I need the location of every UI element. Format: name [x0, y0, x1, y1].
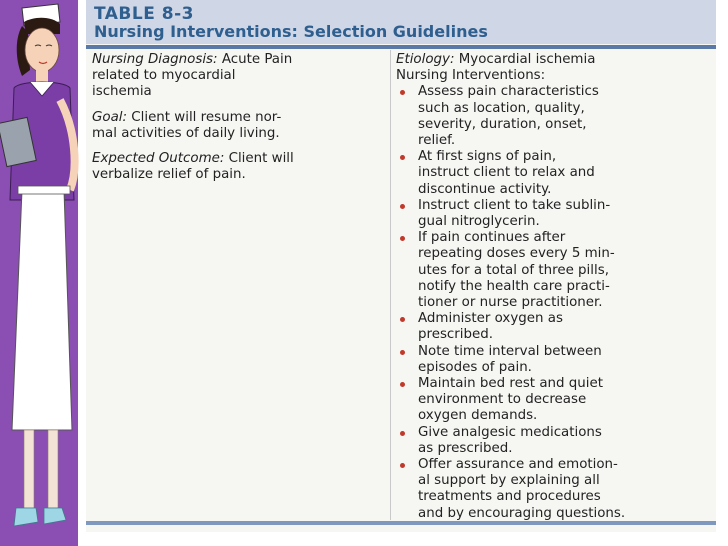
intervention-item [396, 311, 710, 343]
bullet-icon [400, 463, 405, 468]
outcome-label: Expected Outcome: [92, 151, 225, 167]
intervention-text: At first signs of pain, [418, 149, 557, 165]
intervention-item [396, 376, 710, 425]
etiology-label: Etiology: [396, 52, 455, 67]
diagnosis-block [92, 52, 388, 101]
intervention-text: If pain continues after [418, 230, 566, 246]
bullet-icon [400, 236, 405, 241]
intervention-text: Offer assurance and emotion- [418, 457, 618, 473]
diagnosis-text: ischemia [92, 84, 152, 100]
etiology-line [396, 52, 710, 68]
intervention-text: utes for a total of three pills, [418, 262, 609, 278]
intervention-item [396, 84, 710, 149]
intervention-text: prescribed. [418, 327, 494, 343]
table-title: Nursing Interventions: Selection Guidelines [94, 22, 488, 41]
goal-text: Client will resume nor- [127, 109, 282, 125]
intervention-item [396, 344, 710, 376]
intervention-text: notify the health care practi- [418, 278, 610, 294]
intervention-text: treatments and procedures [418, 489, 601, 505]
goal-label: Goal: [92, 109, 128, 125]
intervention-text: Give analgesic medications [418, 424, 602, 440]
table-label: TABLE 8-3 [94, 4, 194, 24]
diagnosis-line [92, 52, 388, 68]
intervention-text: repeating doses every 5 min- [418, 246, 615, 262]
intervention-text: tioner or nurse practitioner. [418, 295, 603, 311]
intervention-item [396, 149, 710, 198]
bullet-icon [400, 431, 405, 436]
interventions-list [396, 84, 710, 521]
table-panel [86, 0, 716, 532]
etiology-value: Myocardial ischemia [454, 52, 596, 67]
intervention-text: severity, duration, onset, [418, 116, 587, 132]
intervention-text: as prescribed. [418, 440, 513, 456]
diagnosis-label: Nursing Diagnosis: [92, 52, 218, 67]
goal-text: mal activities of daily living. [92, 125, 280, 141]
nurse-illustration [0, 0, 100, 546]
outcome-text: Client will [224, 151, 294, 167]
table-bottom-rule [86, 521, 716, 525]
intervention-text: Assess pain characteristics [418, 84, 599, 100]
bullet-icon [400, 155, 405, 160]
bullet-icon [400, 350, 405, 355]
goal-line [92, 110, 388, 126]
right-column [396, 52, 710, 522]
outcome-line [92, 151, 388, 167]
interventions-heading: Nursing Interventions: [396, 68, 546, 84]
intervention-text: Note time interval between [418, 343, 602, 359]
diagnosis-text: Acute Pain [217, 52, 293, 67]
left-column [92, 52, 388, 192]
intervention-text: instruct client to relax and [418, 165, 595, 181]
intervention-text: Administer oxygen as [418, 311, 563, 327]
intervention-item [396, 230, 710, 311]
bullet-icon [400, 204, 405, 209]
table-header [86, 0, 716, 44]
goal-block [92, 110, 388, 142]
intervention-text: Instruct client to take sublin- [418, 197, 611, 213]
outcome-block [92, 151, 388, 183]
intervention-item [396, 425, 710, 457]
bullet-icon [400, 90, 405, 95]
header-divider [86, 45, 716, 49]
intervention-text: al support by explaining all [418, 473, 600, 489]
column-divider [390, 50, 391, 520]
diagnosis-text: related to myocardial [92, 68, 236, 84]
intervention-text: discontinue activity. [418, 181, 552, 197]
intervention-text: gual nitroglycerin. [418, 214, 540, 230]
intervention-text: episodes of pain. [418, 359, 532, 375]
intervention-text: environment to decrease [418, 392, 587, 408]
intervention-text: relief. [418, 133, 456, 149]
intervention-text: and by encouraging questions. [418, 505, 626, 521]
intervention-item [396, 198, 710, 230]
intervention-item [396, 457, 710, 522]
intervention-text: oxygen demands. [418, 408, 538, 424]
intervention-text: Maintain bed rest and quiet [418, 376, 603, 392]
outcome-text: verbalize relief of pain. [92, 167, 246, 183]
bullet-icon [400, 382, 405, 387]
bullet-icon [400, 317, 405, 322]
intervention-text: such as location, quality, [418, 100, 585, 116]
